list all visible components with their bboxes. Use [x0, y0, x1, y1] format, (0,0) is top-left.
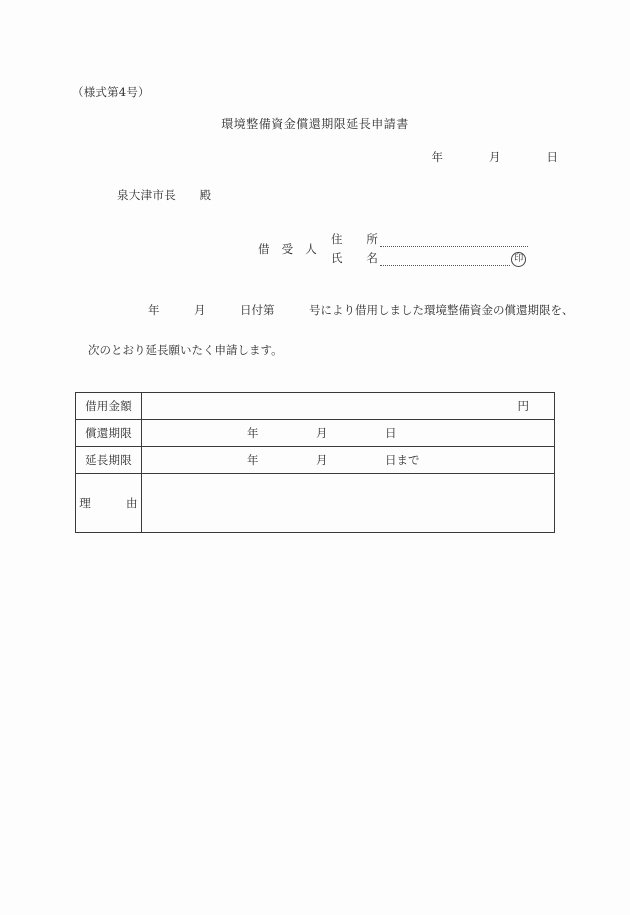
- name-input-line[interactable]: [380, 254, 510, 266]
- date-line: 年 月 日: [431, 150, 558, 164]
- table-row: [76, 420, 555, 447]
- address-label: 住 所: [331, 232, 379, 246]
- extension-deadline-date: 年 月 日まで: [247, 453, 420, 467]
- row-label-loan-amount: 借用金額: [76, 393, 142, 420]
- name-label: 氏 名: [331, 251, 379, 265]
- name-field-row: [331, 250, 528, 266]
- borrower-block: [258, 231, 528, 266]
- body-paragraph-line-1: 年 月 日付第 号により借用しました環境整備資金の償還期限を、: [148, 303, 574, 317]
- repayment-deadline-date: 年 月 日: [247, 426, 397, 440]
- page-title: 環境整備資金償還期限延長申請書: [221, 117, 409, 131]
- form-number: （様式第4号）: [72, 85, 150, 99]
- table-row: [76, 447, 555, 474]
- address-input-line[interactable]: [380, 235, 528, 247]
- table-row: [76, 474, 555, 533]
- row-label-reason: 理 由: [76, 474, 142, 533]
- row-value-extension-deadline[interactable]: [142, 447, 555, 474]
- borrower-group-label: 借 受 人: [258, 241, 317, 256]
- seal-stamp-icon: 印: [511, 252, 526, 267]
- row-label-extension-deadline: 延長期限: [76, 447, 142, 474]
- body-paragraph-line-2: 次のとおり延長願いたく申請します。: [88, 343, 283, 357]
- application-detail-table: [75, 392, 555, 533]
- loan-amount-unit: 円: [517, 399, 529, 413]
- address-field-row: [331, 231, 528, 247]
- addressee-line: 泉大津市長 殿: [117, 188, 212, 202]
- row-value-reason[interactable]: [142, 474, 555, 533]
- borrower-fields: [331, 231, 528, 266]
- row-label-repayment-deadline: 償還期限: [76, 420, 142, 447]
- table-row: [76, 393, 555, 420]
- row-value-loan-amount[interactable]: [142, 393, 555, 420]
- row-value-repayment-deadline[interactable]: [142, 420, 555, 447]
